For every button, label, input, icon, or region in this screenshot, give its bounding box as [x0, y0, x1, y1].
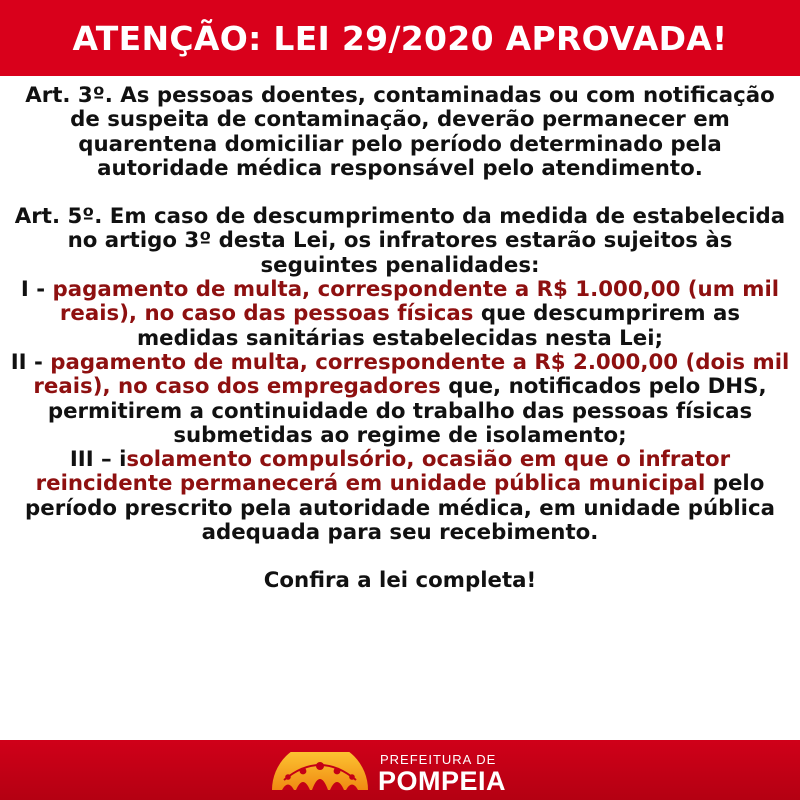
- logo-subtitle: PREFEITURA DE: [380, 752, 497, 767]
- item-3-prefix: III – i: [69, 447, 127, 473]
- item-1-prefix: I -: [20, 277, 53, 303]
- footer-bar: [0, 740, 800, 800]
- article-3: Art. 3º. As pessoas doentes, contaminadas ou com notificação de suspeita de contaminação, deverão permanecer em quarentena domiciliar pelo período determinado pela autoridade médica responsável pelo atendimento.: [25, 83, 775, 181]
- item-3-rest: pelo período prescrito pela autoridade médica, em unidade pública adequada para seu recebimento.: [25, 471, 775, 546]
- item-1-rest: que descumprirem as medidas sanitárias estabelecidas nesta Lei;: [136, 301, 741, 351]
- item-2-highlight: pagamento de multa, correspondente a R$ 2.000,00 (dois mil reais), no caso dos empregadores: [33, 349, 790, 400]
- logo-name: POMPEIA: [378, 766, 507, 796]
- article-5-item-3: [10, 448, 790, 545]
- item-2-rest: que, notificados pelo DHS, permitirem a continuidade do trabalho das pessoas físicas submetidas ao regime de isolamento;: [47, 374, 767, 448]
- page-title: ATENÇÃO: LEI 29/2020 APROVADA!: [72, 18, 728, 58]
- item-3-highlight: solamento compulsório, ocasião em que o infrator reincidente permanecerá em unidade pública municipal: [35, 447, 731, 497]
- item-2-prefix: II -: [10, 349, 51, 375]
- article-5-item-1: [10, 278, 790, 351]
- article-5-intro: Art. 5º. Em caso de descumprimento da medida de estabelecida no artigo 3º desta Lei, os infratores estarão sujeitos às seguintes penalidades:: [14, 204, 786, 278]
- closing-call-to-action: Confira a lei completa!: [263, 568, 537, 594]
- prefeitura-logo: [268, 746, 508, 796]
- sun-people-logo-icon: [268, 752, 372, 792]
- spacer: [10, 181, 790, 205]
- item-1-highlight: pagamento de multa, correspondente a R$ 1.000,00 (um mil reais), no caso das pessoas físicas: [52, 277, 780, 327]
- law-text: [10, 84, 790, 594]
- article-5-item-2: [10, 351, 790, 448]
- header-banner: [0, 0, 800, 76]
